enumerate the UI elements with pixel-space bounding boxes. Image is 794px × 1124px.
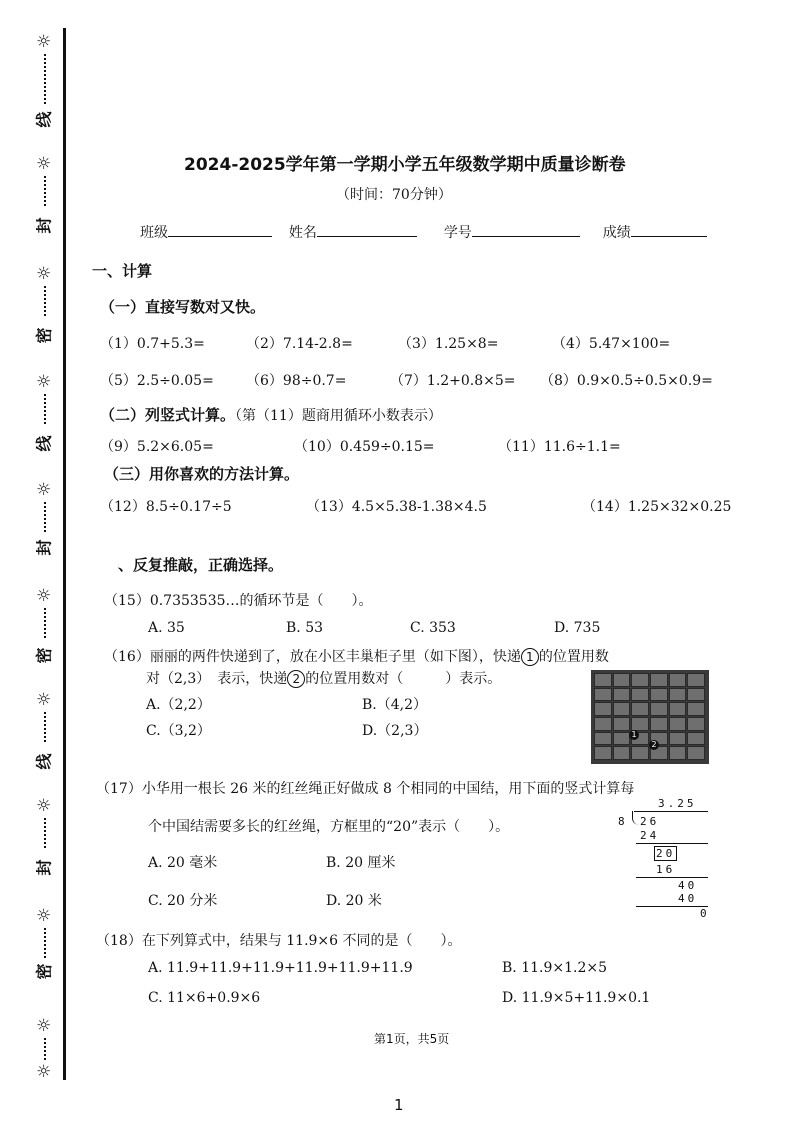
locker-cell xyxy=(650,702,668,716)
q16-option-d[interactable]: D.（2,3） xyxy=(362,723,428,739)
score-blank[interactable] xyxy=(631,222,707,237)
package-1-marker: 1 xyxy=(629,730,639,740)
q6: （6）98÷0.7= xyxy=(246,373,347,389)
locker-cell xyxy=(650,673,668,687)
q17-line2: 个中国结需要多长的红丝绳，方框里的“20”表示（ ）。 xyxy=(148,819,510,835)
sun-icon: ☼ xyxy=(36,1062,52,1082)
division-dividend: 26 xyxy=(640,815,660,828)
binding-label: 密 xyxy=(34,327,54,344)
q5: （5）2.5÷0.05= xyxy=(100,373,214,389)
student-info-row xyxy=(140,222,707,242)
binding-label: 封 xyxy=(34,859,54,876)
locker-cell xyxy=(631,702,649,716)
exam-time: （时间：70分钟） xyxy=(336,187,452,203)
division-step1: 24 xyxy=(640,829,660,842)
q11: （11）11.6÷1.1= xyxy=(498,439,621,455)
binding-label: 封 xyxy=(34,217,54,234)
locker-cell xyxy=(594,688,612,702)
q15-option-a[interactable]: A. 35 xyxy=(148,620,185,636)
package-2-badge: 2 xyxy=(287,670,305,688)
q8: （8）0.9×0.5÷0.5×0.9= xyxy=(540,373,713,389)
locker-cell xyxy=(631,673,649,687)
q4: （4）5.47×100= xyxy=(552,336,671,352)
package-2-marker: 2 xyxy=(649,740,659,750)
division-rule xyxy=(636,906,708,907)
locker-cell xyxy=(687,717,705,731)
q16-line2 xyxy=(146,668,501,688)
locker-cell xyxy=(631,717,649,731)
sun-icon: ☼ xyxy=(36,480,52,500)
binding-label: 线 xyxy=(34,435,54,452)
locker-cell xyxy=(687,732,705,746)
locker-cell xyxy=(687,673,705,687)
q12: （12）8.5÷0.17÷5 xyxy=(100,499,232,515)
locker-cell xyxy=(687,746,705,760)
dotted-line xyxy=(44,176,46,206)
locker-cell xyxy=(650,688,668,702)
locker-cell xyxy=(687,688,705,702)
long-division xyxy=(618,797,714,921)
locker-cell xyxy=(613,732,631,746)
locker-cell xyxy=(669,717,687,731)
binding-margin xyxy=(30,28,66,1088)
q16-line2-a: 对（2,3） 表示，快递 xyxy=(146,671,288,687)
locker-cell xyxy=(669,673,687,687)
q14: （14）1.25×32×0.25 xyxy=(582,499,732,515)
division-step3: 40 xyxy=(678,879,698,892)
class-label: 班级 xyxy=(140,225,168,241)
locker-cell xyxy=(594,717,612,731)
division-boxed: 20 xyxy=(656,847,676,860)
locker-cell xyxy=(613,717,631,731)
q15-option-c[interactable]: C. 353 xyxy=(410,620,456,636)
student-id-label: 学号 xyxy=(443,225,472,241)
locker-cell xyxy=(631,688,649,702)
q18-option-b[interactable]: B. 11.9×1.2×5 xyxy=(502,960,607,976)
q17-option-c[interactable]: C. 20 分米 xyxy=(148,893,218,909)
locker-cell xyxy=(669,688,687,702)
division-boxed-wrap xyxy=(654,847,677,860)
locker-cell xyxy=(613,702,631,716)
q15-option-b[interactable]: B. 53 xyxy=(286,620,324,636)
part3-heading: （三）用你喜欢的方法计算。 xyxy=(104,465,300,483)
sun-icon: ☼ xyxy=(36,796,52,816)
division-step2: 16 xyxy=(656,863,676,876)
part2-heading: （二）列竖式计算。 xyxy=(100,406,236,424)
q16-option-b[interactable]: B.（4,2） xyxy=(362,697,428,713)
locker-cell xyxy=(687,702,705,716)
locker-cell xyxy=(669,702,687,716)
section1-heading: 一、计算 xyxy=(92,262,153,280)
dotted-line xyxy=(44,54,46,104)
q10: （10）0.459÷0.15= xyxy=(294,439,435,455)
division-remainder: 0 xyxy=(700,907,710,920)
exam-title: 2024-2025学年第一学期小学五年级数学期中质量诊断卷 xyxy=(184,155,626,175)
score-label: 成绩 xyxy=(602,225,631,241)
dotted-line xyxy=(44,928,46,958)
division-rule xyxy=(636,877,708,878)
dotted-line xyxy=(44,712,46,742)
sun-icon: ☼ xyxy=(36,690,52,710)
division-bracket xyxy=(632,811,639,825)
q15-stem: （15）0.7353535…的循环节是（ ）。 xyxy=(104,593,373,609)
sun-icon: ☼ xyxy=(36,264,52,284)
q7: （7）1.2+0.8×5= xyxy=(390,373,516,389)
locker-cell xyxy=(669,732,687,746)
q16-line1-tail: 的位置用数 xyxy=(538,649,609,665)
page-number: 1 xyxy=(394,1096,404,1114)
q16-option-a[interactable]: A.（2,2） xyxy=(146,697,211,713)
locker-photo xyxy=(591,670,709,764)
part2-note: （第（11）题商用循环小数表示） xyxy=(235,408,442,424)
q16-line1 xyxy=(104,646,609,666)
q16-line2-b: 的位置用数对（ ）表示。 xyxy=(305,671,502,687)
locker-cell xyxy=(669,746,687,760)
division-quotient: 3.25 xyxy=(658,797,697,810)
binding-label: 线 xyxy=(34,111,54,128)
q17-option-b[interactable]: B. 20 厘米 xyxy=(326,855,396,871)
dotted-line xyxy=(44,286,46,316)
class-blank[interactable] xyxy=(168,222,272,237)
q2: （2）7.14-2.8= xyxy=(246,336,353,352)
locker-cell xyxy=(650,717,668,731)
student-id-blank[interactable] xyxy=(472,222,580,237)
page-info: 第1页，共5页 xyxy=(374,1032,450,1046)
sun-icon: ☼ xyxy=(36,32,52,52)
q18-option-a[interactable]: A. 11.9+11.9+11.9+11.9+11.9+11.9 xyxy=(148,960,413,976)
part2-heading-row xyxy=(100,404,442,425)
sun-icon: ☼ xyxy=(36,906,52,926)
division-bar xyxy=(634,811,708,812)
q15-option-d[interactable]: D. 735 xyxy=(554,620,601,636)
locker-cell xyxy=(594,702,612,716)
q9: （9）5.2×6.05= xyxy=(100,439,214,455)
binding-label: 封 xyxy=(34,539,54,556)
locker-cell xyxy=(613,746,631,760)
q18-option-c[interactable]: C. 11×6+0.9×6 xyxy=(148,990,261,1006)
locker-cell xyxy=(594,732,612,746)
q1: （1）0.7+5.3= xyxy=(100,336,205,352)
locker-cell xyxy=(594,746,612,760)
dotted-line xyxy=(44,608,46,638)
q16-line1-text: （16）丽丽的两件快递到了，放在小区丰巢柜子里（如下图），快递 xyxy=(104,649,521,665)
sun-icon: ☼ xyxy=(36,586,52,606)
dotted-line xyxy=(44,502,46,532)
locker-cell xyxy=(613,688,631,702)
dotted-line xyxy=(44,818,46,848)
locker-cell xyxy=(613,673,631,687)
locker-cell xyxy=(594,673,612,687)
package-1-badge: 1 xyxy=(521,648,539,666)
binding-label: 密 xyxy=(34,963,54,980)
locker-cell xyxy=(631,746,649,760)
name-blank[interactable] xyxy=(317,222,417,237)
sun-icon: ☼ xyxy=(36,154,52,174)
q18-option-d[interactable]: D. 11.9×5+11.9×0.1 xyxy=(502,990,651,1006)
q18-stem: （18）在下列算式中，结果与 11.9×6 不同的是（ ）。 xyxy=(96,933,462,949)
q16-option-c[interactable]: C.（3,2） xyxy=(146,723,211,739)
binding-line xyxy=(63,28,66,1080)
q17-option-a[interactable]: A. 20 毫米 xyxy=(148,855,218,871)
name-label: 姓名 xyxy=(288,225,317,241)
binding-label: 线 xyxy=(34,753,54,770)
binding-label: 密 xyxy=(34,647,54,664)
division-step4: 40 xyxy=(678,892,698,905)
dotted-line xyxy=(44,394,46,424)
sun-icon: ☼ xyxy=(36,372,52,392)
q17-line1: （17）小华用一根长 26 米的红丝绳正好做成 8 个相同的中国结，用下面的竖式计算每 xyxy=(96,781,635,797)
dotted-line xyxy=(44,1038,46,1060)
section2-heading: 、反复推敲，正确选择。 xyxy=(118,556,284,574)
q13: （13）4.5×5.38-1.38×4.5 xyxy=(306,499,487,515)
part1-heading: （一）直接写数对又快。 xyxy=(100,298,266,316)
sun-icon: ☼ xyxy=(36,1016,52,1036)
division-rule xyxy=(636,843,708,844)
q17-option-d[interactable]: D. 20 米 xyxy=(326,893,382,909)
division-divisor: 8 xyxy=(618,815,628,828)
q3: （3）1.25×8= xyxy=(398,336,499,352)
